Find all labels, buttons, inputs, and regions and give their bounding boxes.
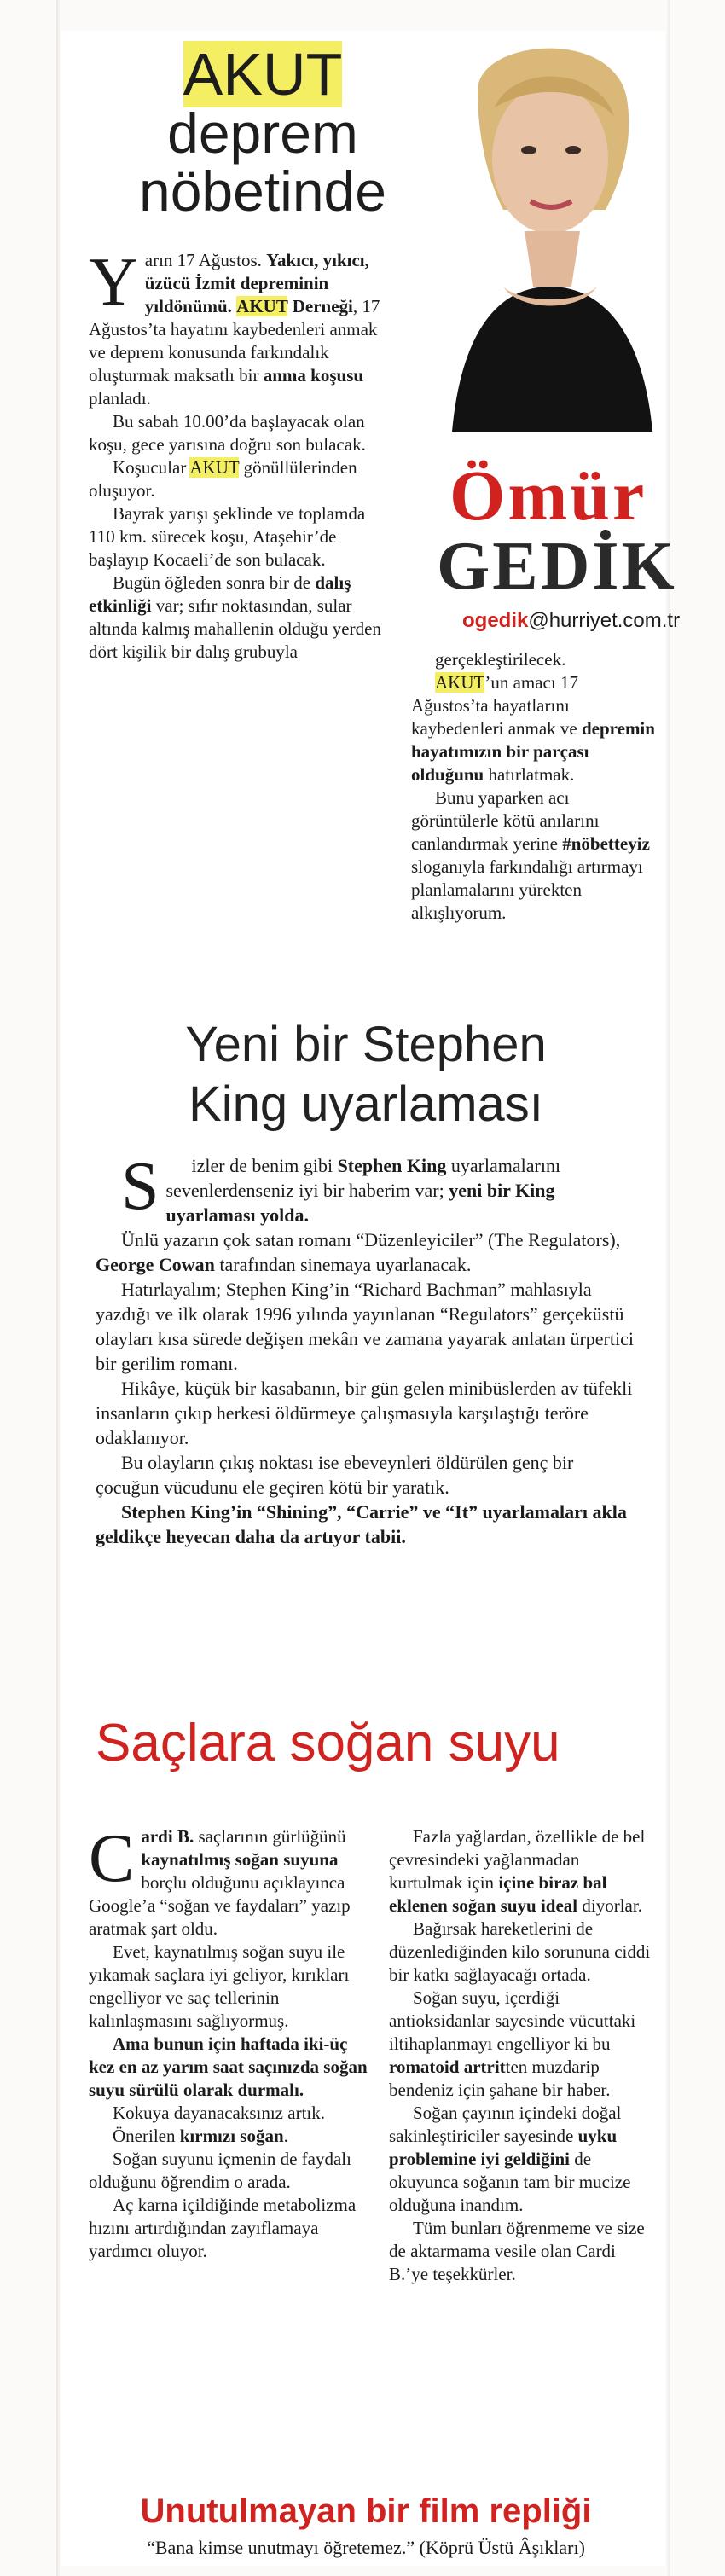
text-run: borçlu olduğunu açıklayınca Google’a “soğan ve faydaları” yazıp aratmak şart oldu. — [89, 1872, 351, 1939]
paragraph — [89, 1821, 370, 1941]
paragraph — [411, 671, 658, 786]
text-run: Bu olayların çıkış noktası ise ebeveynleri öldürülen genç bir çocuğun vücudunu ele geçiren kötü bir yaratık. — [96, 1452, 574, 1498]
paragraph — [89, 1941, 370, 2033]
text-run: saçlarının gürlüğünü — [194, 1826, 346, 1847]
paragraph — [89, 2102, 370, 2125]
text-run: sloganıyla farkındalığı artırmayı planlamalarını yürekten alkışlıyorum. — [411, 856, 643, 923]
text-run: diyorlar. — [577, 1895, 642, 1916]
drop-cap: S — [121, 1149, 160, 1224]
bold-text: yeni bir King uyarlaması yolda. — [165, 1180, 555, 1226]
text-run: , 17 Ağustos’ta hayatını kaybedenleri anmak ve deprem konusunda farkındalık oluşturmak maksatlı bir — [89, 296, 380, 386]
text-run: Soğan suyunu içmenin de faydalı olduğunu öğrendim o arada. — [89, 2149, 351, 2192]
text-run: Tüm bunları öğrenmeme ve size de aktarmama vesile olan Cardi B.’ye teşekkürler. — [389, 2218, 645, 2284]
paragraph — [411, 786, 658, 925]
columnist-photo — [444, 31, 657, 432]
text-run: uyarlamalarını sevenlerdenseniz iyi bir haberim var; — [165, 1155, 561, 1201]
paragraph — [89, 2148, 370, 2194]
paragraph — [389, 1987, 653, 2102]
paragraph — [389, 1917, 653, 1987]
bold-text: uyku problemine iyi geldiğini — [389, 2126, 618, 2169]
text-run: Bugün öğleden sonra bir de — [113, 572, 316, 593]
text-run: gerçekleştirilecek. — [435, 649, 566, 670]
article1-headline — [101, 41, 425, 223]
text-run: de okuyunca soğanın tam bir mucize olduğuna inandım. — [389, 2149, 631, 2215]
paragraph — [96, 1277, 641, 1376]
drop-cap: Y — [89, 245, 138, 320]
paragraph — [96, 1376, 641, 1450]
article2-body — [96, 1149, 641, 1549]
article2-headline-line2: King uyarlaması — [188, 1076, 543, 1132]
paragraph — [96, 1227, 641, 1277]
bold-text: Yakıcı, yıkıcı, üzücü İzmit depreminin yıldönümü. — [144, 250, 369, 316]
bold-text: romatoid artrit — [389, 2057, 506, 2077]
paragraph — [96, 1500, 641, 1549]
text-run: Evet, kaynatılmış soğan suyu ile yıkamak saçlara iyi geliyor, kırıkları engelliyor ve saç tellerinin kalınlaşmasını sağlıyormuş. — [89, 1941, 350, 2031]
author-first-name: Ömür — [450, 456, 647, 536]
highlighted-text: AKUT — [189, 457, 240, 478]
article1-right-column — [411, 648, 658, 925]
paragraph — [89, 245, 392, 410]
paragraph — [96, 1450, 641, 1500]
paragraph — [389, 1825, 653, 1917]
text-run: planladı. — [89, 388, 151, 409]
author-email[interactable] — [462, 609, 680, 633]
text-run: ’un amacı 17 Ağustos’ta hayatlarını kaybedenleri anmak ve — [411, 672, 582, 739]
bold-text: ardi B. — [141, 1826, 194, 1847]
film-quote-text: “Bana kimse unutmayı öğretemez.” (Köprü Üstü Âşıkları) — [147, 2537, 585, 2558]
paragraph — [89, 2125, 370, 2148]
text-run: Soğan suyu, içerdiği antioksidanlar sayesinde vücuttaki iltihaplanmayı engelliyor ki bu — [389, 1987, 636, 2054]
paragraph — [89, 571, 392, 664]
paragraph — [411, 648, 658, 671]
paragraph — [96, 1149, 641, 1227]
text-run: tarafından sinemaya uyarlanacak. — [214, 1254, 472, 1275]
article3-left-column — [89, 1821, 370, 2263]
text-run: arın 17 Ağustos. — [144, 250, 267, 270]
text-run: izler de benim gibi — [191, 1155, 338, 1176]
text-run: var; sıfır noktasından, sular altında kalmış mahallenin olduğu yerden dört kişilik bir dalış grubuyla — [89, 595, 381, 662]
paragraph — [389, 2217, 653, 2286]
highlighted-text: AKUT — [435, 672, 485, 693]
email-user: ogedik — [462, 609, 529, 632]
bold-text: kaynatılmış soğan suyuna — [141, 1849, 339, 1870]
text-run: Bunu yaparken acı görüntülerle kötü anılarını canlandırmak yerine — [411, 787, 600, 854]
page-edge-right — [665, 0, 670, 2576]
bold-text: Stephen King — [337, 1155, 447, 1176]
headline-line2: deprem — [167, 102, 358, 165]
paragraph — [89, 2194, 370, 2263]
film-quote-headline: Unutulmayan bir film repliği — [140, 2492, 592, 2530]
bold-text: anma koşusu — [263, 365, 364, 386]
bold-text: kırmızı soğan — [179, 2126, 284, 2146]
article2-headline-line1: Yeni bir Stephen — [185, 1017, 547, 1072]
bold-text: Ama bunun için haftada iki-üç kez en az yarım saat saçınızda soğan suyu sürülü olarak durmalı. — [89, 2034, 368, 2100]
paragraph — [89, 456, 392, 502]
text-run: Koşucular — [113, 457, 190, 478]
bold-text: #nöbetteyiz — [562, 833, 650, 854]
text-run: Hatırlayalım; Stephen King’in “Richard Bachman” mahlasıyla yazdığı ve ilk olarak 1996 yılında yayınlanan “Regulators” gerçeküstü olayları kısa sürede değişen mekân ve zamana yayarak anlatan ürpertici bir gerilim romanı. — [96, 1279, 634, 1374]
text-run: Ünlü yazarın çok satan romanı “Düzenleyiciler” (The Regulators), — [121, 1229, 621, 1250]
headline-line3: nöbetinde — [139, 159, 386, 223]
text-run: Aç karna içildiğinde metabolizma hızını artırdığından zayıflamaya yardımcı oluyor. — [89, 2195, 357, 2261]
paragraph — [89, 2033, 370, 2102]
page-edge-left — [56, 0, 61, 2576]
article1-left-column — [89, 245, 392, 664]
bold-text: Derneği — [287, 296, 353, 316]
drop-cap: C — [89, 1821, 135, 1896]
bold-text: Stephen King’in “Shining”, “Carrie” ve “It” uyarlamaları akla geldikçe heyecan daha da artıyor tabii. — [96, 1501, 627, 1547]
text-run: hatırlatmak. — [484, 764, 575, 785]
text-run: Soğan çayının içindeki doğal sakinleştiriciler sayesinde — [389, 2103, 622, 2146]
author-last-name: GEDİK — [437, 529, 677, 604]
paragraph — [89, 410, 392, 456]
text-run: Önerilen — [113, 2126, 180, 2146]
text-run: Kokuya dayanacaksınız artık. — [113, 2103, 325, 2123]
article3-headline: Saçlara soğan suyu — [96, 1714, 560, 1772]
headline-akut: AKUT — [183, 41, 343, 107]
bold-text: depremin hayatımızın bir parçası olduğunu — [411, 718, 655, 785]
text-run: Hikâye, küçük bir kasabanın, bir gün gelen minibüslerden av tüfekli insanların çıkıp herkesi öldürmeye çalışmasıyla karşılaştığı teröre odaklanıyor. — [96, 1378, 633, 1448]
bold-text: George Cowan — [96, 1254, 215, 1275]
text-run: Bağırsak hareketlerini de düzenlediğinden kilo sorununa ciddi bir katkı sağlayacağı ortada. — [389, 1918, 651, 1985]
text-run: Bayrak yarışı şeklinde ve toplamda 110 km. sürecek koşu, Ataşehir’de başlayıp Kocaeli’de son bulacak. — [89, 503, 366, 570]
text-run: Fazla yağlardan, özellikle de bel çevresindeki yağlanmadan kurtulmak için — [389, 1826, 646, 1893]
bold-text: dalış etkinliği — [89, 572, 351, 616]
bold-text: içine biraz bal eklenen soğan suyu ideal — [389, 1872, 607, 1916]
highlighted-text: AKUT — [236, 296, 288, 316]
email-domain: @hurriyet.com.tr — [528, 609, 681, 632]
paragraph — [389, 2102, 653, 2217]
paragraph — [89, 502, 392, 571]
article3-right-column — [389, 1825, 653, 2286]
text-run: . — [283, 2126, 288, 2146]
text-run: Bu sabah 10.00’da başlayacak olan koşu, gece yarısına doğru son bulacak. — [89, 411, 366, 455]
article2-headline — [89, 1015, 643, 1134]
text-run: ten muzdarip bendeniz için şahane bir haber. — [389, 2057, 611, 2100]
text-run: gönüllülerinden oluşuyor. — [89, 457, 357, 501]
